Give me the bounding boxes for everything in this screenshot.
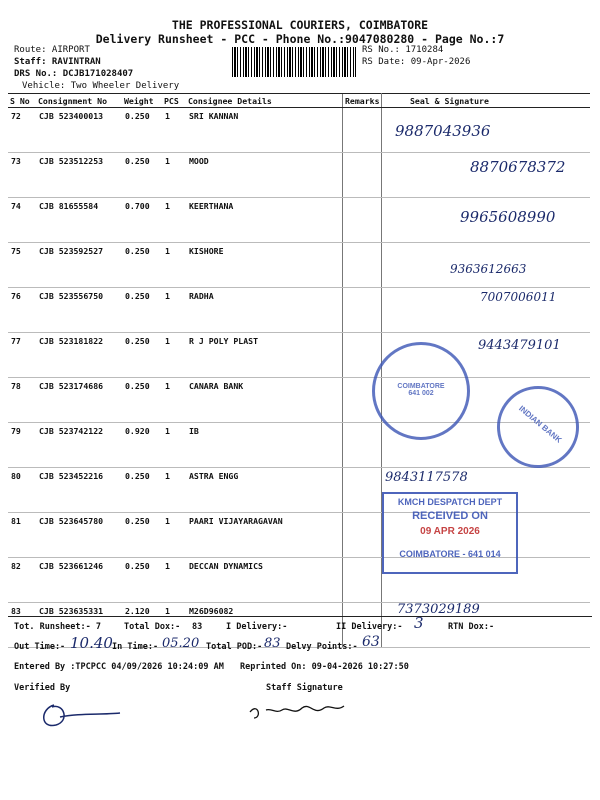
entered-by: Entered By :TPCPCC 04/09/2026 10:24:09 AM [14, 662, 224, 672]
row-weight: 0.250 [122, 333, 162, 378]
row-sno: 83 [8, 603, 36, 648]
reprinted-on: Reprinted On: 09-04-2026 10:27:50 [240, 662, 409, 672]
despatch-title: KMCH DESPATCH DEPT [397, 497, 503, 507]
row-weight: 0.250 [122, 153, 162, 198]
row-consignee: KEERTHANA [186, 198, 343, 243]
row-remarks [343, 468, 382, 513]
row-pcs: 1 [162, 603, 186, 648]
rs-date: RS Date: 09-Apr-2026 [362, 57, 471, 67]
col-seal-signature: Seal & Signature [382, 94, 591, 108]
row-remarks [343, 558, 382, 603]
row-consignment-no: CJB 523645780 [36, 513, 122, 558]
handwritten-phone-72: 9887043936 [395, 122, 491, 140]
row-remarks [343, 198, 382, 243]
row-remarks [343, 243, 382, 288]
drs-number: DRS No.: DCJB171028407 [14, 69, 134, 79]
row-consignment-no: CJB 523556750 [36, 288, 122, 333]
i-delivery-label: I Delivery:- [226, 622, 288, 632]
despatch-received-stamp [382, 492, 518, 574]
row-consignment-no: CJB 523181822 [36, 333, 122, 378]
col-consignment: Consignment No [36, 94, 122, 108]
despatch-city: COIMBATORE - 641 014 [399, 549, 501, 559]
route-label: Route: AIRPORT [14, 45, 90, 55]
row-consignee: RADHA [186, 288, 343, 333]
footer-rule [8, 616, 592, 617]
row-pcs: 1 [162, 153, 186, 198]
row-weight: 0.250 [122, 378, 162, 423]
row-consignment-no: CJB 523400013 [36, 108, 122, 153]
row-consignee: M26D96082 [186, 603, 343, 648]
row-pcs: 1 [162, 108, 186, 153]
handwritten-out-time: 10.40 [70, 634, 113, 652]
row-consignee: IB [186, 423, 343, 468]
total-dox-value: 83 [192, 622, 203, 632]
row-pcs: 1 [162, 423, 186, 468]
in-time-label: In Time:- [112, 642, 159, 652]
col-sno: S No [8, 94, 36, 108]
received-date: 09 APR 2026 [420, 526, 480, 537]
row-remarks [343, 153, 382, 198]
row-consignment-no: CJB 523512253 [36, 153, 122, 198]
row-consignee: KISHORE [186, 243, 343, 288]
handwritten-phone-76: 7007006011 [480, 290, 557, 304]
row-consignee: SRI KANNAN [186, 108, 343, 153]
row-remarks [343, 108, 382, 153]
row-weight: 0.250 [122, 513, 162, 558]
verified-signature [30, 695, 130, 735]
row-weight: 0.250 [122, 558, 162, 603]
handwritten-phone-80: 9843117578 [385, 470, 468, 485]
row-pcs: 1 [162, 243, 186, 288]
row-consignment-no: CJB 523592527 [36, 243, 122, 288]
row-consignment-no: CJB 523174686 [36, 378, 122, 423]
row-weight: 2.120 [122, 603, 162, 648]
row-sno: 77 [8, 333, 36, 378]
indian-bank-label: INDIAN BANK [517, 403, 564, 445]
staff-label: Staff: RAVINTRAN [14, 57, 101, 67]
handwritten-delvy-points: 63 [362, 634, 380, 650]
row-consignee: R J POLY PLAST [186, 333, 343, 378]
table-header-row [8, 94, 590, 108]
row-pcs: 1 [162, 468, 186, 513]
row-remarks [343, 423, 382, 468]
row-sno: 74 [8, 198, 36, 243]
handwritten-in-time: 05.20 [162, 636, 200, 651]
ii-delivery-label: II Delivery:- [336, 622, 403, 632]
barcode [232, 47, 356, 77]
row-consignee: MOOD [186, 153, 343, 198]
total-pod-label: Total POD:- [206, 642, 263, 652]
verified-by-label: Verified By [14, 683, 71, 693]
runsheet-subtitle: Delivery Runsheet - PCC - Phone No.:9047080280 - Page No.:7 [95, 32, 505, 46]
row-pcs: 1 [162, 288, 186, 333]
handwritten-phone-77: 9443479101 [478, 338, 561, 353]
row-pcs: 1 [162, 198, 186, 243]
row-weight: 0.250 [122, 243, 162, 288]
staff-signature [244, 694, 354, 724]
handwritten-ii-delivery: 3 [414, 614, 424, 632]
row-remarks [343, 288, 382, 333]
row-consignee: CANARA BANK [186, 378, 343, 423]
row-sno: 81 [8, 513, 36, 558]
table-row [8, 108, 590, 153]
handwritten-phone-75: 9363612663 [450, 262, 527, 276]
received-on-label: RECEIVED ON [412, 510, 488, 522]
col-consignee: Consignee Details [186, 94, 343, 108]
out-time-label: Out Time:- [14, 642, 66, 652]
row-consignment-no: CJB 523742122 [36, 423, 122, 468]
row-pcs: 1 [162, 558, 186, 603]
row-consignment-no: CJB 523661246 [36, 558, 122, 603]
row-consignment-no: CJB 523635331 [36, 603, 122, 648]
row-sno: 82 [8, 558, 36, 603]
row-sno: 78 [8, 378, 36, 423]
row-weight: 0.250 [122, 108, 162, 153]
row-weight: 0.250 [122, 468, 162, 513]
row-weight: 0.700 [122, 198, 162, 243]
bank-seal-city: COIMBATORE [397, 383, 445, 390]
company-title: THE PROFESSIONAL COURIERS, COIMBATORE [171, 18, 429, 32]
row-sno: 75 [8, 243, 36, 288]
row-remarks [343, 513, 382, 558]
row-consignment-no: CJB 81655584 [36, 198, 122, 243]
handwritten-phone-74: 9965608990 [460, 208, 556, 226]
row-consignee: PAARI VIJAYARAGAVAN [186, 513, 343, 558]
handwritten-phone-83: 7373029189 [397, 602, 480, 617]
row-pcs: 1 [162, 513, 186, 558]
row-consignee: DECCAN DYNAMICS [186, 558, 343, 603]
col-weight: Weight [122, 94, 162, 108]
bank-seal-pin: 641 002 [408, 390, 434, 397]
row-sno: 73 [8, 153, 36, 198]
row-weight: 0.250 [122, 288, 162, 333]
vehicle-label: Vehicle: Two Wheeler Delivery [22, 81, 180, 91]
row-consignee: ASTRA ENGG [186, 468, 343, 513]
rtn-dox-label: RTN Dox:- [448, 622, 495, 632]
rs-number: RS No.: 1710284 [362, 45, 444, 55]
handwritten-phone-73: 8870678372 [470, 158, 566, 176]
row-sno: 76 [8, 288, 36, 333]
delvy-points-label: Delvy Points:- [286, 642, 358, 652]
tot-runsheet: Tot. Runsheet:- 7 [14, 622, 101, 632]
row-consignment-no: CJB 523452216 [36, 468, 122, 513]
row-sno: 72 [8, 108, 36, 153]
row-pcs: 1 [162, 378, 186, 423]
col-pcs: PCS [162, 94, 186, 108]
row-sno: 79 [8, 423, 36, 468]
row-weight: 0.920 [122, 423, 162, 468]
row-sno: 80 [8, 468, 36, 513]
handwritten-total-pod: 83 [264, 636, 281, 651]
total-dox-label: Total Dox:- [124, 622, 181, 632]
bank-seal-stamp [372, 342, 470, 440]
row-pcs: 1 [162, 333, 186, 378]
staff-signature-label: Staff Signature [266, 683, 343, 693]
col-remarks: Remarks [343, 94, 382, 108]
